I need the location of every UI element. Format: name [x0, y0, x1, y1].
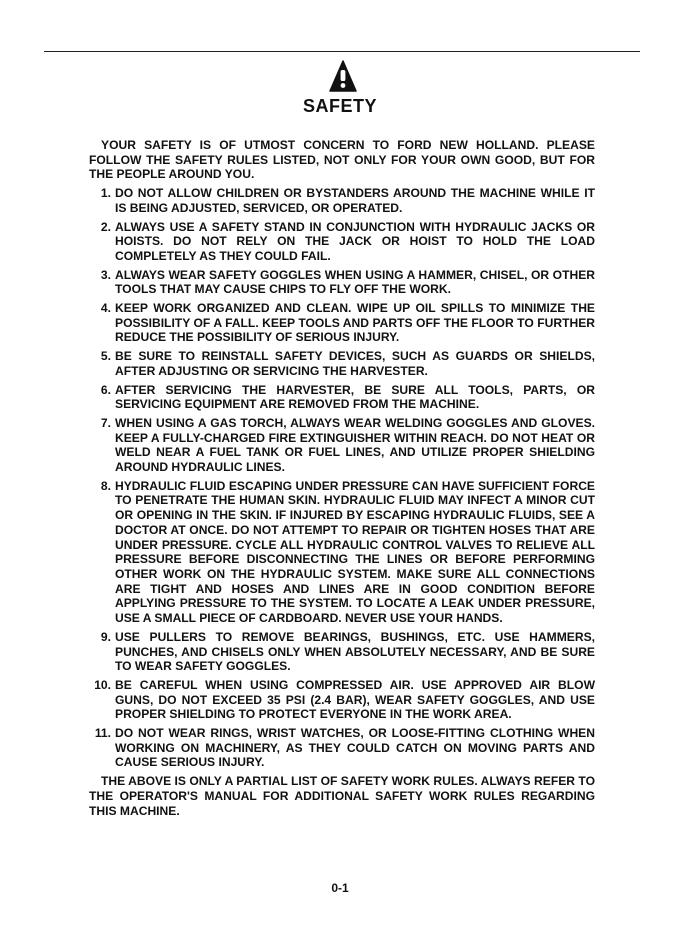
- safety-rule: [89, 220, 595, 264]
- safety-rule: [89, 301, 595, 345]
- rule-number: 11.: [94, 726, 111, 741]
- rule-number: 5.: [100, 349, 111, 364]
- page-title: SAFETY: [302, 96, 377, 116]
- safety-rule: [89, 349, 595, 378]
- warning-triangle-icon: [329, 60, 357, 93]
- safety-rule: [89, 479, 595, 626]
- rule-text: WHEN USING A GAS TORCH, ALWAYS WEAR WELDING GOGGLES AND GLOVES. KEEP A FULLY-CHARGED FIRE EXTINGUISHER WITHIN REACH. DO NOT HEAT OR WELD NEAR A FUEL TANK OR FUEL LINES, AND UTILIZE PROPER SHIELDING AROUND HYDRAULIC LINES.: [115, 415, 595, 475]
- rule-number: 6.: [100, 382, 111, 397]
- top-rule: [44, 51, 640, 52]
- rule-text: BE CAREFUL WHEN USING COMPRESSED AIR. USE APPROVED AIR BLOW GUNS, DO NOT EXCEED 35 PSI (2.4 BAR), WEAR SAFETY GOGGLES, AND USE PROPER SHIELDING TO PROTECT EVERYONE IN THE WORK AREA.: [115, 677, 595, 722]
- rule-text: KEEP WORK ORGANIZED AND CLEAN. WIPE UP OIL SPILLS TO MINIMIZE THE POSSIBILITY OF A FALL. KEEP TOOLS AND PARTS OFF THE FLOOR TO FURTHER REDUCE THE POSSIBILITY OF SERIOUS INJURY.: [115, 301, 595, 345]
- safety-rule: [89, 186, 595, 215]
- safety-rule: [89, 416, 595, 475]
- safety-rule: [89, 678, 595, 722]
- closing-paragraph: THE ABOVE IS ONLY A PARTIAL LIST OF SAFETY WORK RULES. ALWAYS REFER TO THE OPERATOR'S MANUAL FOR ADDITIONAL SAFETY WORK RULES REGARDING THIS MACHINE.: [89, 774, 595, 818]
- rule-text: USE PULLERS TO REMOVE BEARINGS, BUSHINGS, ETC. USE HAMMERS, PUNCHES, AND CHISELS ONLY WHEN ABSOLUTELY NECESSARY, AND BE SURE TO WEAR SAFETY GOGGLES.: [115, 629, 595, 674]
- rule-number: 8.: [100, 478, 111, 493]
- rule-text: HYDRAULIC FLUID ESCAPING UNDER PRESSURE CAN HAVE SUFFICIENT FORCE TO PENETRATE THE HUMAN SKIN. HYDRAULIC FLUID MAY INFECT A MINOR CUT OR OPENING IN THE SKIN. IF INJURED BY ESCAPING HYDRAULIC FLUIDS, SEE A DOCTOR AT ONCE. DO NOT ATTEMPT TO REPAIR OR TIGHTEN HOSES THAT ARE UNDER PRESSURE. CYCLE ALL HYDRAULIC CONTROL VALVES TO RELIEVE ALL PRESSURE BEFORE DISCONNECTING THE LINES OR BEFORE PERFORMING OTHER WORK ON THE HYDRAULIC SYSTEM. MAKE SURE ALL CONNECTIONS ARE TIGHT AND HOSES AND LINES ARE IN GOOD CONDITION BEFORE APPLYING PRESSURE TO THE SYSTEM. TO LOCATE A LEAK UNDER PRESSURE, USE A SMALL PIECE OF CARDBOARD. NEVER USE YOUR HANDS.: [115, 478, 595, 626]
- intro-paragraph: YOUR SAFETY IS OF UTMOST CONCERN TO FORD NEW HOLLAND. PLEASE FOLLOW THE SAFETY RULES LISTED, NOT ONLY FOR YOUR OWN GOOD, BUT FOR THE PEOPLE AROUND YOU.: [89, 138, 595, 182]
- rule-number: 2.: [100, 219, 111, 234]
- rule-text: DO NOT WEAR RINGS, WRIST WATCHES, OR LOOSE-FITTING CLOTHING WHEN WORKING ON MACHINERY, AS THEY COULD CATCH ON MOVING PARTS AND CAUSE SERIOUS INJURY.: [115, 726, 595, 770]
- rule-number: 4.: [100, 301, 111, 316]
- safety-rule: [89, 268, 595, 297]
- safety-rule: [89, 630, 595, 674]
- rule-number: 9.: [100, 629, 111, 644]
- rule-text: ALWAYS USE A SAFETY STAND IN CONJUNCTION WITH HYDRAULIC JACKS OR HOISTS. DO NOT RELY ON THE JACK OR HOIST TO HOLD THE LOAD COMPLETELY AS THEY COULD FAIL.: [115, 219, 595, 263]
- rule-text: BE SURE TO REINSTALL SAFETY DEVICES, SUCH AS GUARDS OR SHIELDS, AFTER ADJUSTING OR SERVICING THE HARVESTER.: [115, 349, 595, 378]
- safety-rule: [89, 383, 595, 412]
- safety-content: [89, 138, 595, 818]
- rule-number: 1.: [100, 186, 111, 201]
- rule-text: ALWAYS WEAR SAFETY GOGGLES WHEN USING A HAMMER, CHISEL, OR OTHER TOOLS THAT MAY CAUSE CHIPS TO FLY OFF THE WORK.: [115, 267, 595, 297]
- rule-number: 10.: [94, 677, 111, 692]
- page-number: 0-1: [331, 881, 349, 895]
- safety-rule: [89, 726, 595, 770]
- rule-text: DO NOT ALLOW CHILDREN OR BYSTANDERS AROUND THE MACHINE WHILE IT IS BEING ADJUSTED, SERVICED, OR OPERATED.: [115, 186, 595, 215]
- rule-number: 3.: [100, 267, 111, 282]
- rule-number: 7.: [100, 415, 111, 430]
- safety-rules-list: [89, 186, 595, 770]
- rule-text: AFTER SERVICING THE HARVESTER, BE SURE ALL TOOLS, PARTS, OR SERVICING EQUIPMENT ARE REMOVED FROM THE MACHINE.: [115, 382, 595, 412]
